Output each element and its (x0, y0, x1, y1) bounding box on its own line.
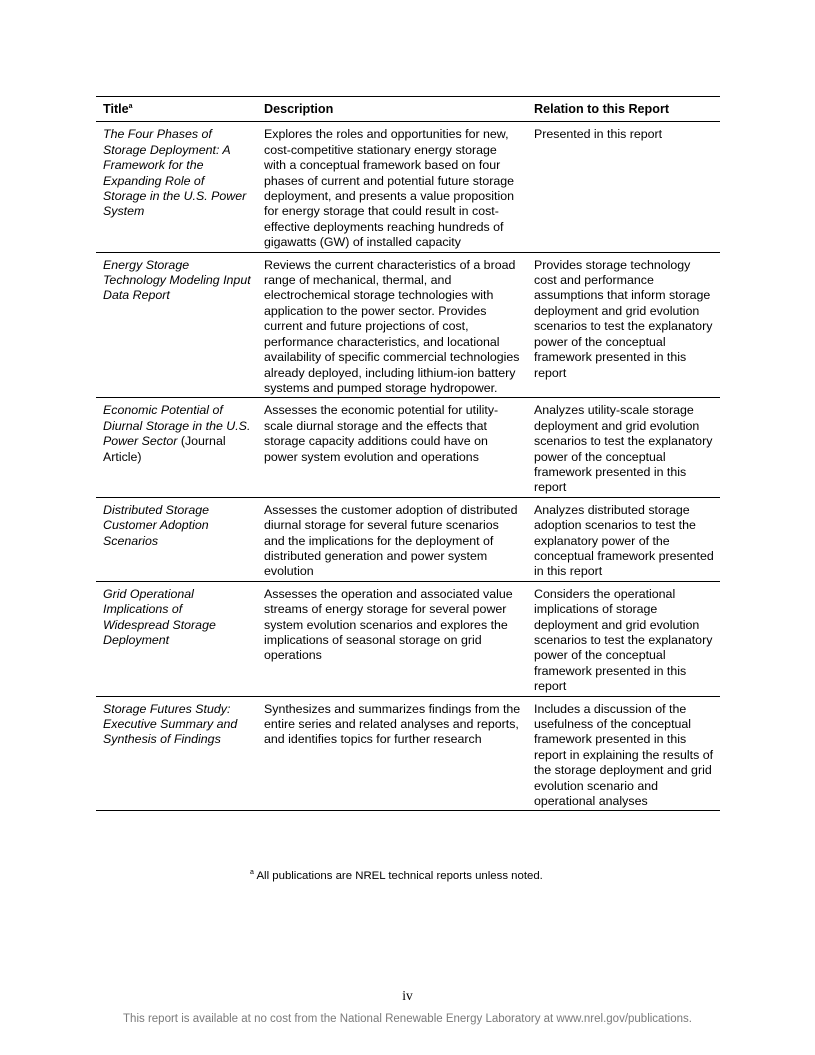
row-relation: Analyzes utility-scale storage deployment and grid evolution scenarios to test the explanatory power of the conceptual framework presented in this report (527, 398, 720, 497)
publication-title: Grid Operational Implications of Widespread Storage Deployment (103, 586, 216, 647)
publication-title: Energy Storage Technology Modeling Input Data Report (103, 257, 251, 303)
table-row (96, 696, 720, 811)
page-number: iv (402, 988, 413, 1003)
table-row (96, 252, 720, 398)
table-row (96, 581, 720, 696)
row-title-cell (96, 122, 257, 252)
header-relation: Relation to this Report (527, 97, 720, 122)
table-row (96, 398, 720, 497)
publication-title: Distributed Storage Customer Adoption Scenarios (103, 502, 210, 548)
publication-type-note: (Journal Article) (103, 434, 226, 464)
row-relation: Considers the operational implications of storage deployment and grid evolution scenarios to test the explanatory power of the conceptual framework presented in this report (527, 581, 720, 696)
publication-title: Storage Futures Study: Executive Summary and Synthesis of Findings (103, 701, 238, 747)
row-relation: Analyzes distributed storage adoption scenarios to test the explanatory power of the conceptual framework presented in this report (527, 497, 720, 581)
row-description: Synthesizes and summarizes findings from the entire series and related analyses and reports, and identifies topics for further research (257, 696, 527, 811)
table-row (96, 497, 720, 581)
table-row (96, 122, 720, 252)
table-footnote (250, 870, 543, 882)
footnote-text: All publications are NREL technical reports unless noted. (256, 870, 543, 882)
header-description: Description (257, 97, 527, 122)
publication-title: Economic Potential of Diurnal Storage in the U.S. Power Sector (103, 403, 251, 449)
publication-title: The Four Phases of Storage Deployment: A Framework for the Expanding Role of Storage in the U.S. Power System (103, 127, 247, 219)
footnote-mark: a (250, 869, 254, 877)
row-relation: Presented in this report (527, 122, 720, 252)
row-description: Assesses the customer adoption of distributed diurnal storage for several future scenarios and the implications for the deployment of distributed generation and power system evolution (257, 497, 527, 581)
header-footnote-mark: a (128, 102, 133, 110)
row-title-cell (96, 398, 257, 497)
header-title: Title$^a$ (96, 97, 257, 122)
row-description: Assesses the economic potential for utility-scale diurnal storage and the effects that storage capacity additions could have on power system evolution and operations (257, 398, 527, 497)
row-relation: Includes a discussion of the usefulness of the conceptual framework presented in this report in explaining the results of the storage deployment and grid evolution scenario and operational analyses (527, 696, 720, 811)
row-relation: Provides storage technology cost and performance assumptions that inform storage deployment and grid evolution scenarios to test the explanatory power of the conceptual framework presented in this report (527, 252, 720, 398)
table-header-row (96, 97, 720, 122)
publications-table (96, 96, 720, 811)
row-description: Explores the roles and opportunities for new, cost-competitive stationary energy storage with a conceptual framework based on four phases of current and potential future storage deployment, and presents a value proposition for energy storage that could result in cost-effective deployments reaching hundreds of gigawatts (GW) of installed capacity (257, 122, 527, 252)
row-title-cell (96, 696, 257, 811)
row-title-cell (96, 497, 257, 581)
row-description: Assesses the operation and associated value streams of energy storage for several power system evolution scenarios and explores the implications of seasonal storage on grid operations (257, 581, 527, 696)
row-title-cell (96, 252, 257, 398)
page-footer: This report is available at no cost from the National Renewable Energy Laboratory at www.nrel.gov/publications. (123, 1013, 692, 1025)
publications-table-container (96, 96, 720, 811)
row-description: Reviews the current characteristics of a broad range of mechanical, thermal, and electrochemical storage technologies with application to the power sector. Provides current and future projections of cost, performance characteristics, and locational availability of specific commercial technologies already deployed, including lithium-ion battery systems and pumped storage hydropower. (257, 252, 527, 398)
row-title-cell (96, 581, 257, 696)
